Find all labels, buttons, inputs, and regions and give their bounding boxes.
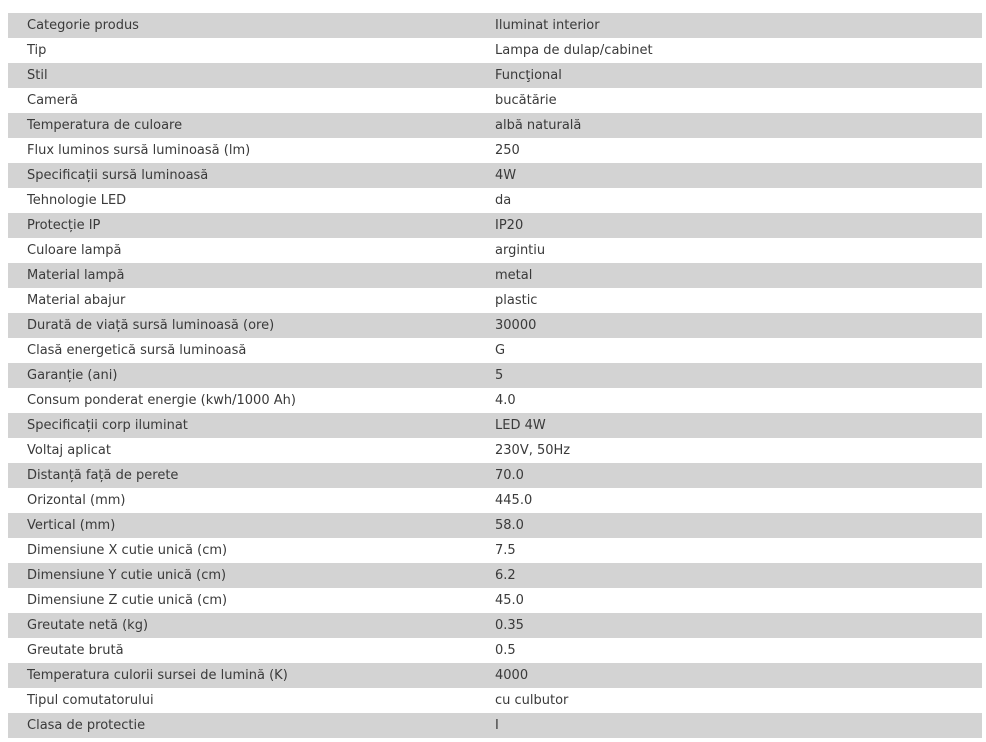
spec-value: 230V, 50Hz — [476, 438, 982, 463]
spec-label: Material lampă — [8, 263, 476, 288]
spec-value: 4000 — [476, 663, 982, 688]
spec-label: Distanță față de perete — [8, 463, 476, 488]
spec-row — [8, 263, 982, 288]
spec-value: da — [476, 188, 982, 213]
spec-value: 30000 — [476, 313, 982, 338]
spec-value: 7.5 — [476, 538, 982, 563]
spec-label: Material abajur — [8, 288, 476, 313]
spec-value: G — [476, 338, 982, 363]
spec-label: Temperatura de culoare — [8, 113, 476, 138]
spec-row — [8, 88, 982, 113]
spec-row — [8, 463, 982, 488]
spec-label: Flux luminos sursă luminoasă (lm) — [8, 138, 476, 163]
spec-row — [8, 413, 982, 438]
spec-value: 6.2 — [476, 563, 982, 588]
spec-row — [8, 288, 982, 313]
spec-label: Categorie produs — [8, 13, 476, 38]
spec-value: albă naturală — [476, 113, 982, 138]
spec-value: argintiu — [476, 238, 982, 263]
spec-row — [8, 238, 982, 263]
spec-label: Garanție (ani) — [8, 363, 476, 388]
spec-row — [8, 538, 982, 563]
spec-row — [8, 163, 982, 188]
spec-label: Tipul comutatorului — [8, 688, 476, 713]
spec-label: Dimensiune Z cutie unică (cm) — [8, 588, 476, 613]
spec-table-body — [8, 13, 982, 738]
spec-row — [8, 388, 982, 413]
spec-row — [8, 138, 982, 163]
spec-label: Culoare lampă — [8, 238, 476, 263]
spec-label: Temperatura culorii sursei de lumină (K) — [8, 663, 476, 688]
spec-row — [8, 713, 982, 738]
spec-row — [8, 363, 982, 388]
spec-row — [8, 63, 982, 88]
spec-label: Vertical (mm) — [8, 513, 476, 538]
spec-value: 58.0 — [476, 513, 982, 538]
spec-label: Tehnologie LED — [8, 188, 476, 213]
spec-label: Consum ponderat energie (kwh/1000 Ah) — [8, 388, 476, 413]
spec-label: Clasă energetică sursă luminoasă — [8, 338, 476, 363]
spec-label: Cameră — [8, 88, 476, 113]
spec-label: Durată de viață sursă luminoasă (ore) — [8, 313, 476, 338]
spec-value: 445.0 — [476, 488, 982, 513]
product-spec-table — [8, 13, 982, 738]
spec-value: 5 — [476, 363, 982, 388]
spec-row — [8, 113, 982, 138]
spec-value: 4W — [476, 163, 982, 188]
spec-row — [8, 13, 982, 38]
spec-row — [8, 313, 982, 338]
spec-value: 4.0 — [476, 388, 982, 413]
spec-value: LED 4W — [476, 413, 982, 438]
spec-value: IP20 — [476, 213, 982, 238]
spec-label: Stil — [8, 63, 476, 88]
spec-label: Specificații sursă luminoasă — [8, 163, 476, 188]
spec-row — [8, 213, 982, 238]
spec-row — [8, 588, 982, 613]
spec-value: I — [476, 713, 982, 738]
spec-row — [8, 188, 982, 213]
spec-value: 45.0 — [476, 588, 982, 613]
spec-label: Greutate brută — [8, 638, 476, 663]
spec-row — [8, 663, 982, 688]
spec-row — [8, 688, 982, 713]
spec-value: plastic — [476, 288, 982, 313]
spec-value: 0.5 — [476, 638, 982, 663]
spec-value: bucătărie — [476, 88, 982, 113]
spec-value: cu culbutor — [476, 688, 982, 713]
spec-row — [8, 613, 982, 638]
spec-value: Lampa de dulap/cabinet — [476, 38, 982, 63]
spec-row — [8, 513, 982, 538]
spec-row — [8, 438, 982, 463]
spec-label: Tip — [8, 38, 476, 63]
spec-row — [8, 338, 982, 363]
spec-value: Funcţional — [476, 63, 982, 88]
spec-value: Iluminat interior — [476, 13, 982, 38]
spec-label: Specificații corp iluminat — [8, 413, 476, 438]
spec-label: Clasa de protectie — [8, 713, 476, 738]
spec-row — [8, 563, 982, 588]
spec-label: Dimensiune X cutie unică (cm) — [8, 538, 476, 563]
spec-label: Greutate netă (kg) — [8, 613, 476, 638]
spec-row — [8, 488, 982, 513]
spec-row — [8, 38, 982, 63]
spec-value: 250 — [476, 138, 982, 163]
spec-label: Dimensiune Y cutie unică (cm) — [8, 563, 476, 588]
spec-value: 0.35 — [476, 613, 982, 638]
spec-label: Orizontal (mm) — [8, 488, 476, 513]
spec-value: metal — [476, 263, 982, 288]
spec-label: Protecție IP — [8, 213, 476, 238]
spec-label: Voltaj aplicat — [8, 438, 476, 463]
spec-row — [8, 638, 982, 663]
spec-value: 70.0 — [476, 463, 982, 488]
